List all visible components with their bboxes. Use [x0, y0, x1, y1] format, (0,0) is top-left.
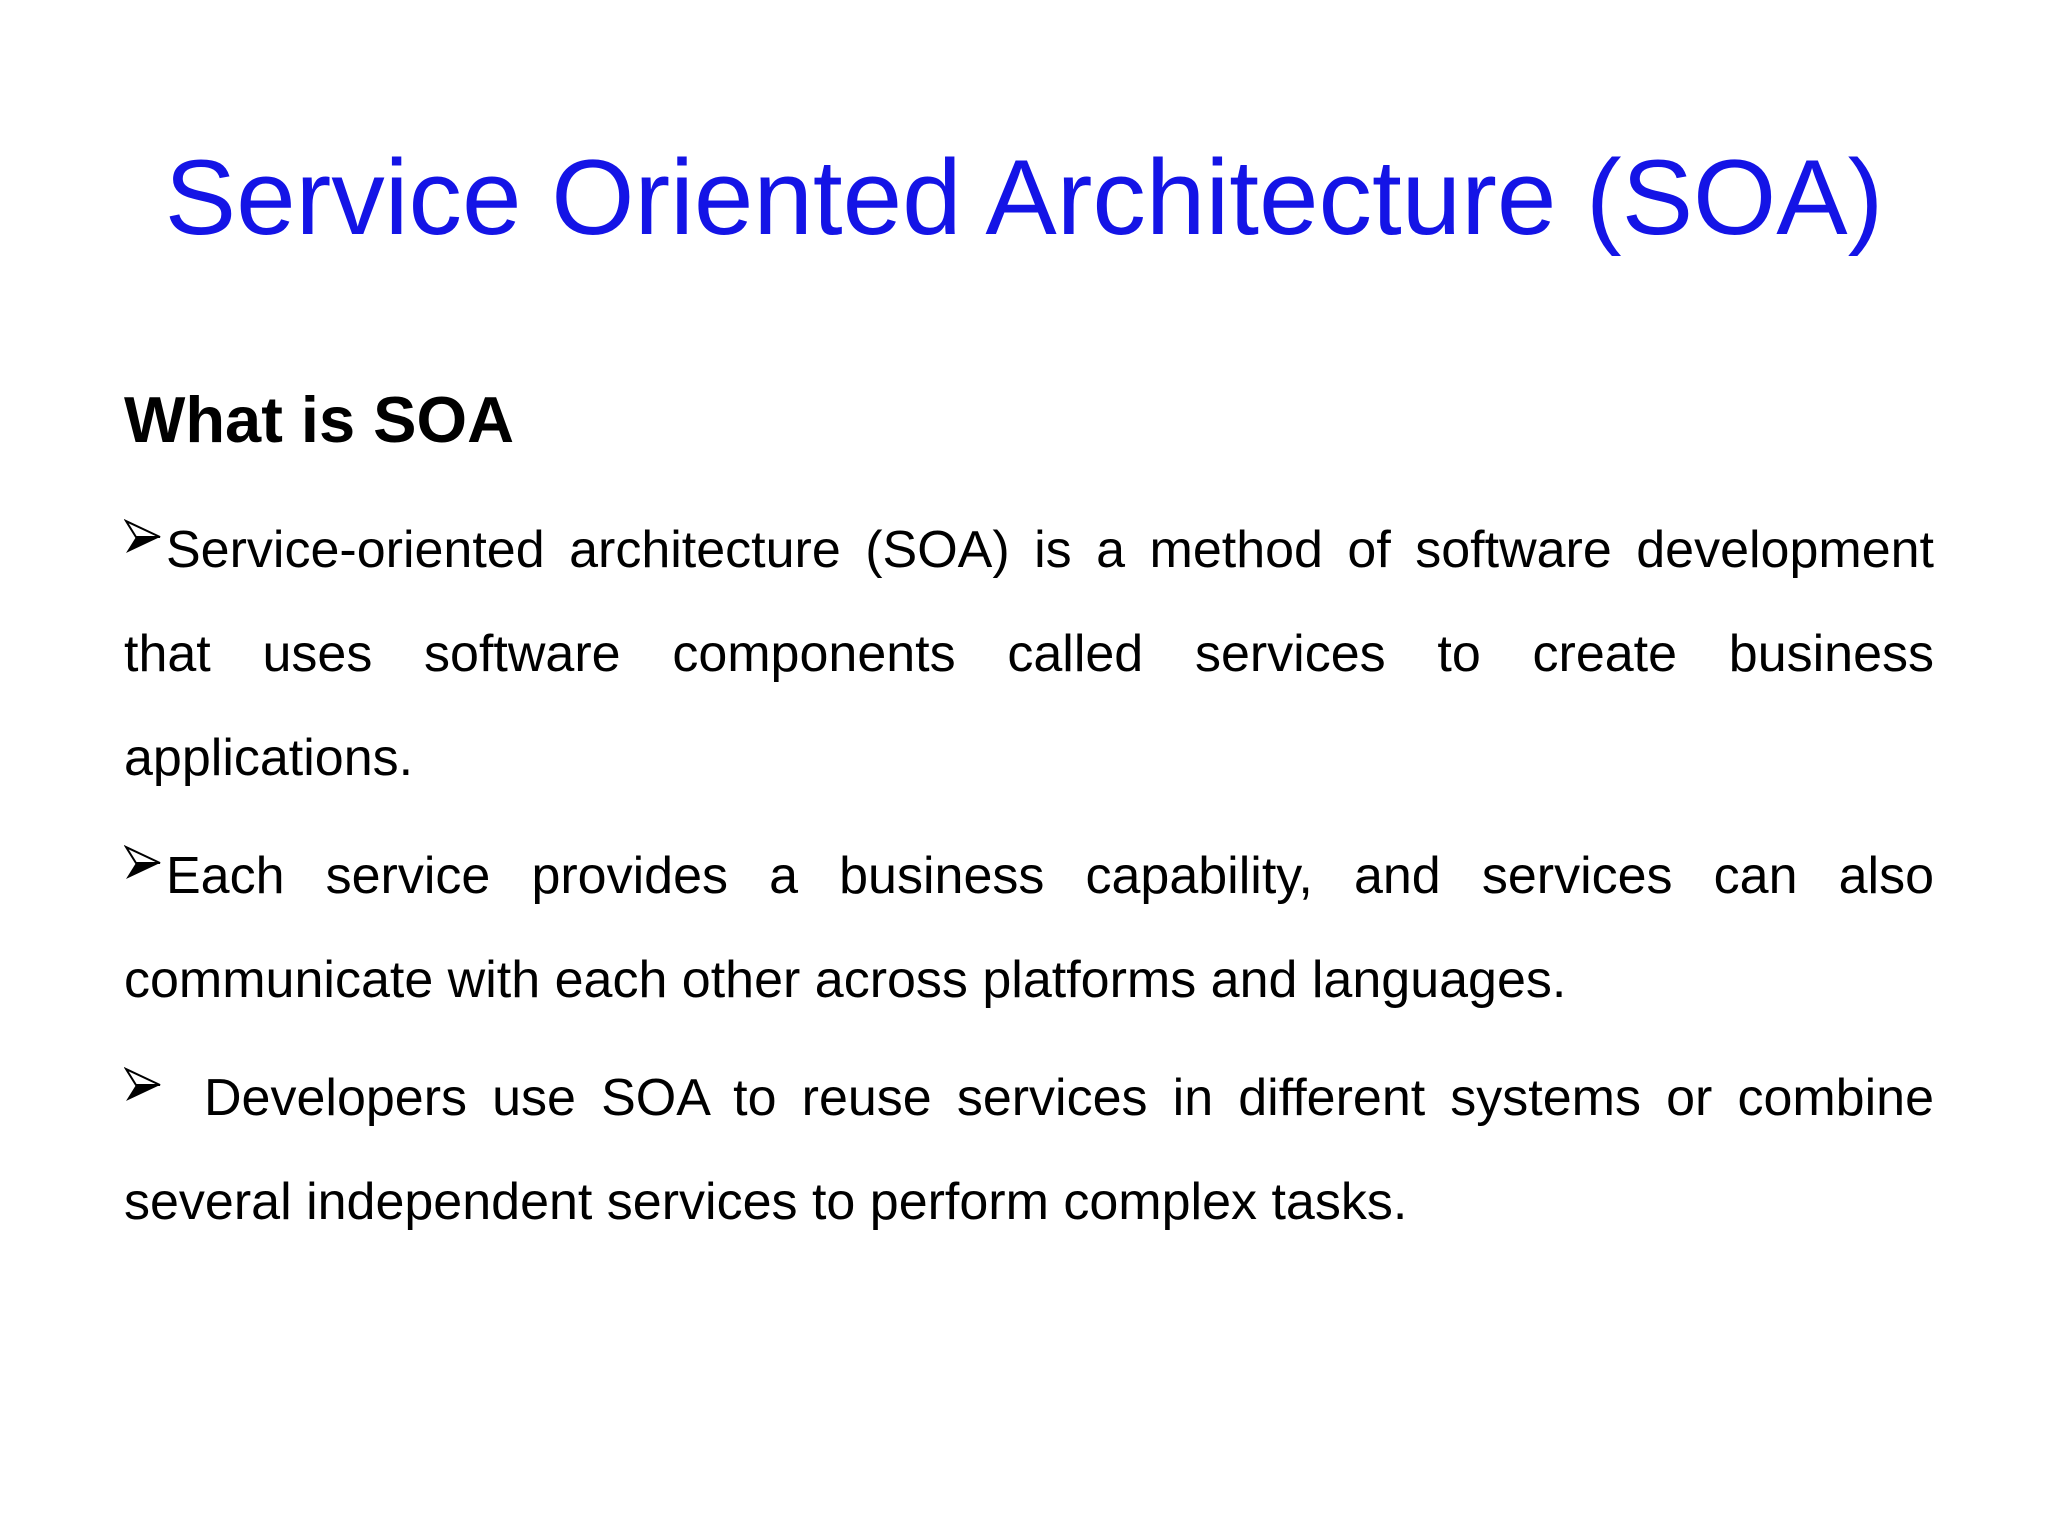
- bullet-item: [124, 498, 1934, 810]
- bullet-list: [124, 498, 1934, 1268]
- slide-title: Service Oriented Architecture (SOA): [164, 137, 1884, 257]
- section-heading: What is SOA: [124, 383, 515, 456]
- bullet-text: Service-oriented architecture (SOA) is a method of software development that uses software components called services to create business applications.: [124, 521, 1934, 787]
- bullet-text: Each service provides a business capability, and services can also communicate with each other across platforms and languages.: [124, 847, 1934, 1009]
- bullet-item: [124, 824, 1934, 1032]
- bullet-item: [124, 1046, 1934, 1254]
- bullet-text: Developers use SOA to reuse services in different systems or combine several independent services to perform complex tasks.: [124, 1069, 1934, 1231]
- arrow-bullet-icon: [124, 1065, 162, 1105]
- arrow-bullet-icon: [124, 517, 162, 557]
- arrow-bullet-icon: [124, 843, 162, 883]
